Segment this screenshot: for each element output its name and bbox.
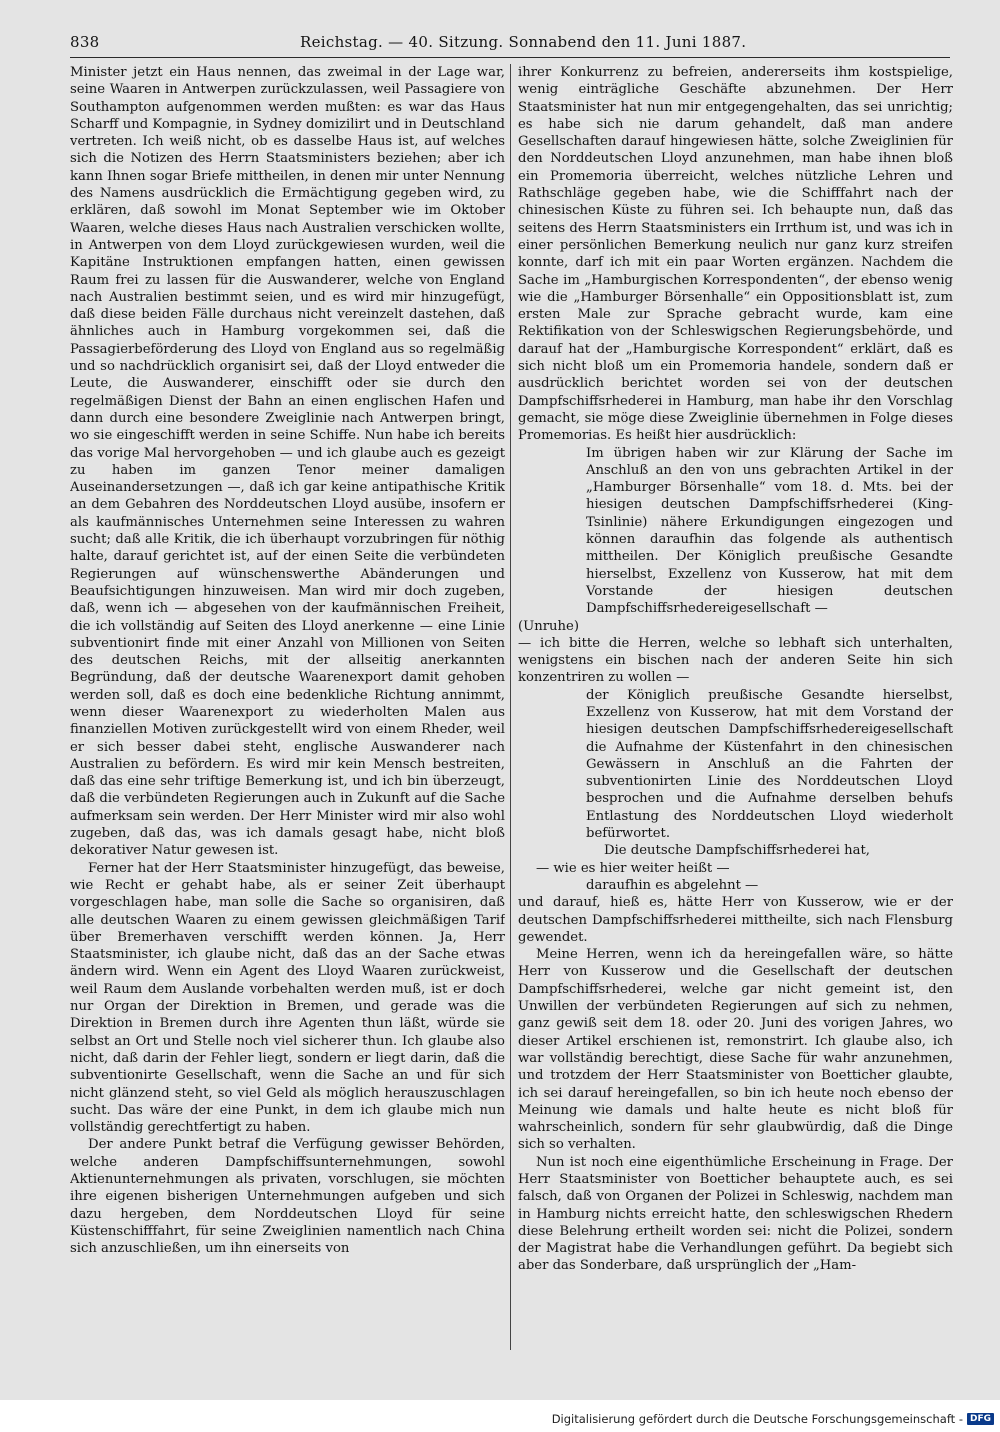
block-quote: Im übrigen haben wir zur Klärung der Sache im Anschluß an den von uns gebrachten Artikel in der „Hamburger Börsenhalle“ vom 18. d. Mts. bei der hiesigen deutschen Dampfschiffsrhederei (King-Tsinlinie) nähere Erkundigungen eingezogen und können daraufhin das folgende als authentisch mittheilen. Der Königlich preußische Gesandte hierselbst, Exzellenz von Kusserow, hat mit dem Vorstande der hiesigen deutschen Dampfschiffsrhedereigesellschaft — xyxy=(586,445,953,617)
interjection: (Unruhe) xyxy=(518,618,579,634)
digitization-credit xyxy=(552,1409,994,1429)
paragraph: — ich bitte die Herren, welche so lebhaft sich unterhalten, wenigstens ein bischen nach der anderen Seite hin sich konzentriren zu wollen — xyxy=(518,635,953,686)
header-rule xyxy=(70,57,950,58)
page-number: 838 xyxy=(70,33,100,51)
block-quote: daraufhin es abgelehnt — xyxy=(586,877,759,893)
paragraph: Meine Herren, wenn ich da hereingefallen wäre, so hätte Herr von Kusserow und die Gesellschaft der deutschen Dampfschiffsrhederei, welche gar nicht gemeint ist, den Unwillen der verbündeten Regierungen auf sich zu nehmen, ganz gewiß seit dem 18. oder 20. Juni des vorigen Jahres, wo dieser Artikel erschienen ist, remonstrirt. Ich glaube also, ich war vollständig berechtigt, diese Sache für wahr anzunehmen, und trotzdem der Herr Staatsminister von Boetticher glaubte, ich sei darauf hereingefallen, so bin ich heute noch ebenso der Meinung wie damals und halte heute es nicht bloß für wahrscheinlich, sondern für sehr glaubwürdig, daß die Dinge sich so verhalten. xyxy=(518,947,953,1153)
paragraph: Nun ist noch eine eigenthümliche Erscheinung in Frage. Der Herr Staatsminister von Boetticher behauptete auch, es sei falsch, daß von Organen der Polizei in Schleswig, nachdem man in Hamburg nichts erreicht hatte, den schleswigschen Rhedern diese Belehrung ertheilt worden sei: nicht die Polizei, sondern der Magistrat habe die Verhandlungen geführt. Da begiebt sich aber das Sonderbare, daß ursprünglich der „Ham- xyxy=(518,1154,953,1274)
paragraph: und darauf, hieß es, hätte Herr von Kusserow, wie er der deutschen Dampfschiffsrhederei mittheilte, sich nach Flensburg gewendet. xyxy=(518,895,953,945)
block-quote: der Königlich preußische Gesandte hierselbst, Exzellenz von Kusserow, hat mit dem Vorstand der hiesigen deutschen Dampfschiffsrhedereigesellschaft die Aufnahme der Küstenfahrt in den chinesischen Gewässern in Anschluß an die Fahrten der subventionirten Linie des Norddeutschen Lloyd besprochen und die Aufnahme derselben behufs Entlastung des Norddeutschen Lloyd wiederholt befürwortet. xyxy=(586,687,953,842)
credit-text: Digitalisierung gefördert durch die Deutsche Forschungsgemeinschaft - xyxy=(551,1412,963,1426)
left-column xyxy=(70,64,505,1354)
paragraph: — wie es hier weiter heißt — xyxy=(536,860,730,876)
paragraph: ihrer Konkurrenz zu befreien, andererseits ihm kostspielige, wenig einträgliche Geschäfte abzunehmen. Der Herr Staatsminister hat nun mir entgegengehalten, das sei unrichtig; es habe sich nie darum gehandelt, daß man andere Gesellschaften darauf hingewiesen hätte, solche Zweiglinien für den Norddeutschen Lloyd anzunehmen, man habe ihnen bloß ein Promemoria überreicht, welches nützliche Lehren und Rathschläge gegeben habe, wie die Schifffahrt nach der chinesischen Küste zu führen sei. Ich behaupte nun, daß das seitens des Herrn Staatsministers ein Irrthum ist, und was ich in einer persönlichen Bemerkung neulich nur ganz kurz streifen konnte, darf ich mit ein paar Worten ergänzen. Nachdem die Sache im „Hamburgischen Korrespondenten“, der ebenso wenig wie die „Hamburger Börsenhalle“ ein Oppositionsblatt ist, zum ersten Male zur Sprache gebracht wurde, kam eine Rektifikation von der Schleswigschen Regierungsbehörde, und darauf hat der „Hamburgische Korrespondent“ erklärt, daß es sich nicht bloß um ein Promemoria handele, sondern daß er ausdrücklich berichtet worden sei von der deutschen Dampfschiffsrhederei in Hamburg, man habe ihr den Vorschlag gemacht, sie möge diese Zweiglinie übernehmen in Folge dieses Promemorias. Es heißt hier ausdrücklich: xyxy=(518,65,953,444)
running-title: Reichstag. — 40. Sitzung. Sonnabend den 11. Juni 1887. xyxy=(300,33,747,51)
paragraph: Minister jetzt ein Haus nennen, das zweimal in der Lage war, seine Waaren in Antwerpen zurückzulassen, weil Passagiere von Southampton aufgenommen werden mußten: es war das Haus Scharff und Kompagnie, in Sydney domizilirt und in Deutschland vertreten. Ich weiß nicht, ob es dasselbe Haus ist, auf welches sich die Notizen des Herrn Staatsministers beziehen; aber ich kann Ihnen sogar Briefe mittheilen, in denen mir unter Nennung des Namens ausdrücklich die Ermächtigung gegeben wird, zu erklären, daß sowohl im Monat September wie im Oktober Waaren, welche dieses Haus nach Australien verschicken wollte, in Antwerpen von dem Lloyd zurückgewiesen wurden, weil die Kapitäne Instruktionen empfangen hatten, einen gewissen Raum frei zu lassen für die Auswanderer, welche von England nach Australien bestimmt seien, und es wird mir hinzugefügt, daß diese beiden Fälle durchaus nicht vereinzelt dastehen, daß ähnliches auch in Hamburg vorgekommen sei, daß die Passagierbeförderung des Lloyd von England aus so regelmäßig und so nachdrücklich organisirt sei, daß der Lloyd entweder die Leute, die Auswanderer, einschifft oder sie durch den regelmäßigen Dienst der Bahn an einen englischen Hafen und dann durch eine besondere Zweiglinie nach Antwerpen bringt, wo sie eingeschifft werden in seine Schiffe. Nun habe ich bereits das vorige Mal hervorgehoben — und ich glaube auch es gezeigt zu haben im ganzen Tenor meiner damaligen Auseinandersetzungen —, daß ich gar keine antipathische Kritik an dem Gebahren des Norddeutschen Lloyd ausübe, insofern er als kaufmännisches Unternehmen seine Interessen zu wahren sucht; daß alle Kritik, die ich überhaupt vorzubringen für nöthig halte, darauf gerichtet ist, auf der einen Seite die verbündeten Regierungen auf wünschenswerthe Abänderungen und Beaufsichtigungen hinzuweisen. Man wird mir doch zugeben, daß, wenn ich — abgesehen von der kaufmännischen Freiheit, die ich vollständig auf Seiten des Lloyd anerkenne — eine Linie subventionirt finde mit einer Anzahl von Millionen von Seiten des deutschen Reichs, mit der allseitig anerkannten Begründung, daß der deutsche Waarenexport damit gehoben werden soll, daß es doch eine bedenkliche Richtung annimmt, wenn dieser Waarenexport zu wiederholten Malen aus finanziellen Motiven zurückgestellt wird von einem Rheder, weil er sich besser dabei steht, englische Auswanderer nach Australien zu befördern. Es wird mir kein Mensch bestreiten, daß das eine sehr triftige Bemerkung ist, und ich bin überzeugt, daß die verbündeten Regierungen auch in Zukunft auf die Sache aufmerksam sein werden. Der Herr Minister wird mir also wohl zugeben, daß das, was ich damals gesagt habe, nicht bloß dekorativer Natur gewesen ist. xyxy=(70,65,505,859)
block-quote: Die deutsche Dampfschiffsrhederei hat, xyxy=(604,843,870,859)
right-column xyxy=(518,64,953,1354)
paragraph: Der andere Punkt betraf die Verfügung gewisser Behörden, welche anderen Dampfschiffsunternehmungen, sowohl Aktienunternehmungen als privaten, vorschlugen, sie möchten ihre eigenen bisherigen Unternehmungen aufgeben und sich dazu hergeben, dem Norddeutschen Lloyd für seine Küstenschifffahrt, für seine Zweiglinien namentlich nach China sich anzuschließen, um ihn einerseits von xyxy=(70,1137,505,1257)
column-divider xyxy=(510,64,511,1350)
paragraph: Ferner hat der Herr Staatsminister hinzugefügt, das beweise, wie Recht er gehabt habe, als er seiner Zeit überhaupt vorgeschlagen habe, man solle die Sache so organisiren, daß alle deutschen Waaren zu einem gewissen gleichmäßigen Tarif über Bremerhaven verschifft werden können. Ja, Herr Staatsminister, ich glaube nicht, daß das an der Sache etwas ändern wird. Wenn ein Agent des Lloyd Waaren zurückweist, weil Raum dem Auslande vorbehalten werden muß, ist er doch nur Organ der Direktion in Bremen, und gerade was die Direktion in Bremen durch ihre Agenten thun läßt, würde sie selbst an Ort und Stelle noch viel sicherer thun. Ich glaube also nicht, daß darin der Fehler liegt, sondern er liegt darin, daß die subventionirte Gesellschaft, wenn die Sache an und für sich nicht glänzend steht, so viel Geld als möglich herauszuschlagen sucht. Das wäre der eine Punkt, in dem ich glaube mich nun vollständig gerechtfertigt zu haben. xyxy=(70,860,505,1136)
dfg-logo: DFG xyxy=(967,1413,994,1425)
page-header xyxy=(70,33,950,55)
